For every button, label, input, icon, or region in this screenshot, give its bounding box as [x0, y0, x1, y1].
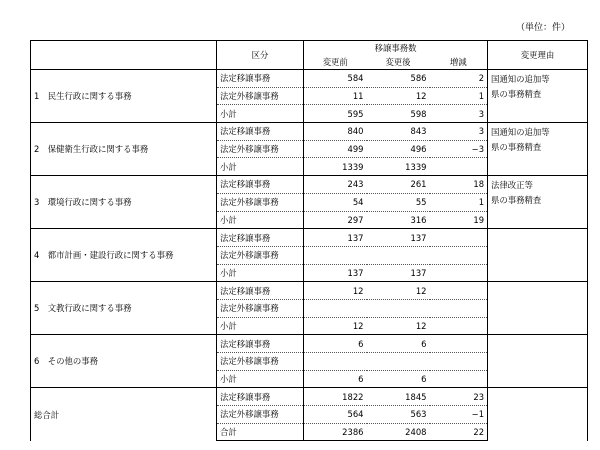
table-header — [31, 41, 588, 70]
table-body — [31, 70, 588, 441]
category-name: 6 その他の事務 — [31, 335, 217, 388]
row-label: 法定外移譲事務 — [217, 87, 304, 105]
row-label: 法定外移譲事務 — [217, 140, 304, 158]
before-value: 2386 — [304, 423, 367, 441]
header-blank — [31, 41, 217, 70]
header-jimu-count: 移譲事務数 — [304, 41, 488, 56]
row-label: 小計 — [217, 158, 304, 176]
row-label: 小計 — [217, 317, 304, 335]
reason-line: 国通知の追加等 — [491, 74, 550, 84]
row-label: 小計 — [217, 105, 304, 123]
diff-value — [430, 335, 488, 353]
after-value: 598 — [367, 105, 430, 123]
row-label: 法定外移譲事務 — [217, 299, 304, 317]
diff-value — [430, 353, 488, 371]
after-value: 6 — [367, 335, 430, 353]
before-value: 499 — [304, 140, 367, 158]
diff-value: 2 — [430, 70, 488, 88]
before-value: 11 — [304, 87, 367, 105]
after-value — [367, 299, 430, 317]
change-reason — [488, 123, 588, 176]
header-kubun: 区分 — [217, 41, 304, 70]
category-name: 3 環境行政に関する事務 — [31, 176, 217, 229]
diff-value — [430, 370, 488, 388]
before-value: 12 — [304, 282, 367, 300]
before-value: 584 — [304, 70, 367, 88]
row-label: 法定移譲事務 — [217, 123, 304, 141]
diff-value: 3 — [430, 123, 488, 141]
reason-line: 法律改正等 — [491, 180, 533, 191]
table-row — [31, 388, 588, 406]
after-value: 2408 — [367, 423, 430, 441]
row-label: 小計 — [217, 264, 304, 282]
unit-note: （単位：件） — [516, 23, 571, 33]
header-before: 変更前 — [304, 55, 367, 70]
after-value: 496 — [367, 140, 430, 158]
diff-value — [430, 317, 488, 335]
header-diff: 増減 — [430, 55, 488, 70]
before-value — [304, 246, 367, 264]
table-row — [31, 335, 588, 353]
diff-value: 1 — [430, 193, 488, 211]
table-row — [31, 176, 588, 194]
after-value: 843 — [367, 123, 430, 141]
category-name: 5 文教行政に関する事務 — [31, 282, 217, 335]
row-label: 法定移譲事務 — [217, 176, 304, 194]
after-value: 12 — [367, 87, 430, 105]
category-name: 2 保健衛生行政に関する事務 — [31, 123, 217, 176]
after-value: 316 — [367, 211, 430, 229]
diff-value — [430, 158, 488, 176]
diff-value — [430, 229, 488, 247]
row-label: 法定移譲事務 — [217, 388, 304, 406]
diff-value — [430, 264, 488, 282]
category-name: 1 民生行政に関する事務 — [31, 70, 217, 123]
table-row — [31, 282, 588, 300]
after-value — [367, 353, 430, 371]
change-reason — [488, 388, 588, 441]
after-value — [367, 246, 430, 264]
diff-value — [430, 246, 488, 264]
before-value: 564 — [304, 406, 367, 424]
change-reason — [488, 282, 588, 335]
reason-line: 県の事務精査 — [491, 89, 542, 99]
table-row — [31, 229, 588, 247]
after-value: 137 — [367, 229, 430, 247]
category-name: 総合計 — [31, 388, 217, 441]
diff-value: 19 — [430, 211, 488, 229]
diff-value — [430, 299, 488, 317]
before-value: 595 — [304, 105, 367, 123]
before-value: 1339 — [304, 158, 367, 176]
reason-line: 県の事務精査 — [491, 142, 542, 153]
before-value: 6 — [304, 335, 367, 353]
row-label: 小計 — [217, 211, 304, 229]
after-value: 55 — [367, 193, 430, 211]
change-reason — [488, 229, 588, 282]
row-label: 法定外移譲事務 — [217, 353, 304, 371]
row-label: 法定移譲事務 — [217, 335, 304, 353]
before-value: 6 — [304, 370, 367, 388]
diff-value: 3 — [430, 105, 488, 123]
change-reason — [488, 335, 588, 388]
diff-value — [430, 282, 488, 300]
row-label: 小計 — [217, 370, 304, 388]
after-value: 586 — [367, 70, 430, 88]
diff-value: −1 — [430, 406, 488, 424]
before-value: 12 — [304, 317, 367, 335]
before-value — [304, 299, 367, 317]
after-value: 563 — [367, 406, 430, 424]
row-label: 法定移譲事務 — [217, 282, 304, 300]
before-value — [304, 353, 367, 371]
before-value: 840 — [304, 123, 367, 141]
row-label: 法定外移譲事務 — [217, 406, 304, 424]
diff-value: 1 — [430, 87, 488, 105]
after-value: 12 — [367, 282, 430, 300]
row-label: 法定外移譲事務 — [217, 246, 304, 264]
after-value: 12 — [367, 317, 430, 335]
row-label: 法定移譲事務 — [217, 229, 304, 247]
header-after: 変更後 — [367, 55, 430, 70]
before-value: 1822 — [304, 388, 367, 406]
change-reason — [488, 176, 588, 229]
diff-value: −3 — [430, 140, 488, 158]
after-value: 1845 — [367, 388, 430, 406]
table-row — [31, 123, 588, 141]
after-value: 261 — [367, 176, 430, 194]
row-label: 合計 — [217, 423, 304, 441]
category-name: 4 都市計画・建設行政に関する事務 — [31, 229, 217, 282]
before-value: 297 — [304, 211, 367, 229]
table-row — [31, 70, 588, 88]
before-value: 54 — [304, 193, 367, 211]
before-value: 137 — [304, 264, 367, 282]
after-value: 1339 — [367, 158, 430, 176]
row-label: 法定外移譲事務 — [217, 193, 304, 211]
before-value: 243 — [304, 176, 367, 194]
after-value: 6 — [367, 370, 430, 388]
reason-line: 県の事務精査 — [491, 195, 542, 206]
diff-value: 23 — [430, 388, 488, 406]
change-reason — [488, 70, 588, 123]
diff-value: 18 — [430, 176, 488, 194]
row-label: 法定移譲事務 — [217, 70, 304, 88]
after-value: 137 — [367, 264, 430, 282]
reason-line: 国通知の追加等 — [491, 127, 550, 138]
diff-value: 22 — [430, 423, 488, 441]
before-value: 137 — [304, 229, 367, 247]
transfer-affairs-table — [30, 40, 588, 441]
header-reason: 変更理由 — [488, 41, 588, 70]
